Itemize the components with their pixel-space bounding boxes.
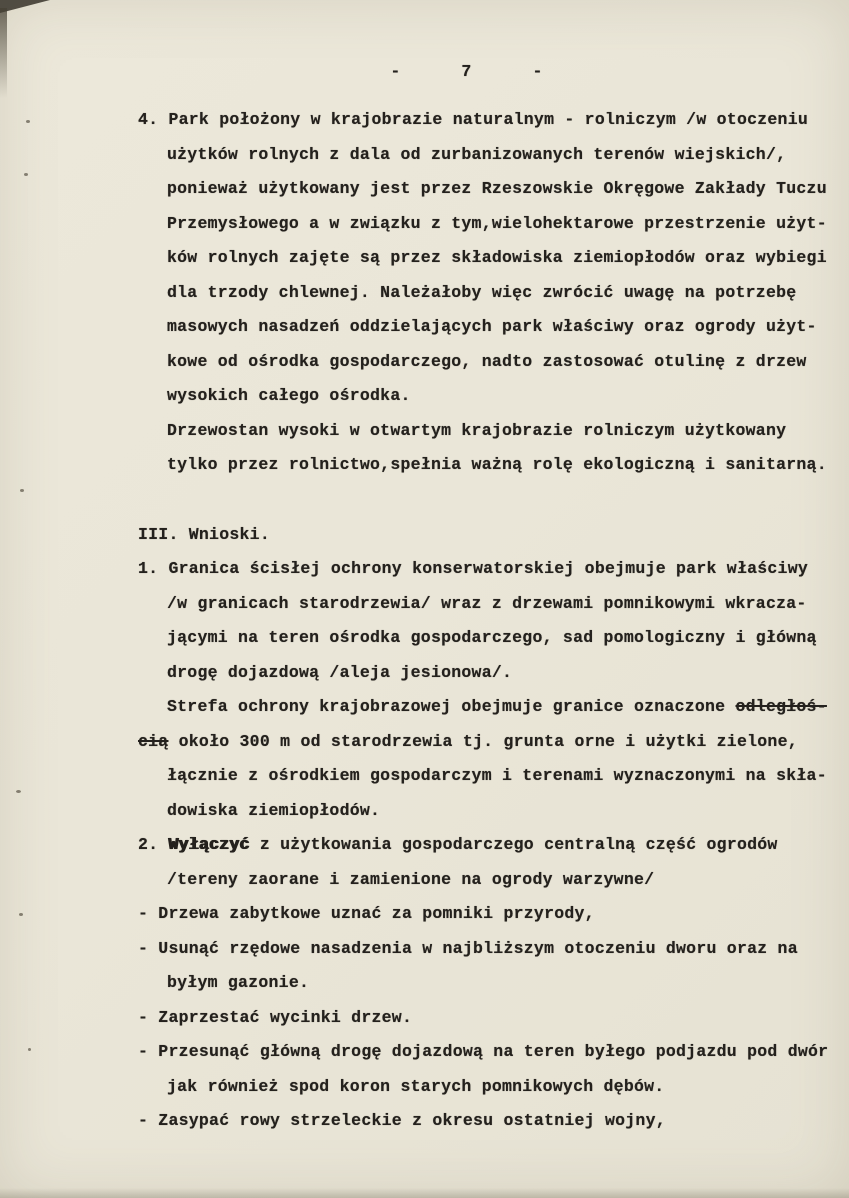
scan-speck xyxy=(20,489,24,492)
text-segment: - Zasypać rowy strzeleckie z okresu ostatniej wojny, xyxy=(138,1111,666,1130)
document-line xyxy=(138,414,844,449)
scan-bottom-shade xyxy=(0,1188,849,1198)
text-segment: 1. Granica ścisłej ochrony konserwatorskiej obejmuje park właściwy xyxy=(138,559,809,578)
page-number: - 7 - xyxy=(390,62,543,81)
scan-speck xyxy=(19,913,23,916)
document-line xyxy=(138,759,844,794)
text-segment: /tereny zaorane i zamienione na ogrody warzywne/ xyxy=(167,869,655,889)
text-segment: jak również spod koron starych pomnikowych dębów. xyxy=(167,1076,665,1096)
document-line xyxy=(138,656,844,691)
document-line xyxy=(138,172,844,207)
struck-text: cią xyxy=(138,731,169,751)
document-line xyxy=(138,897,844,932)
text-segment: około 300 m od starodrzewia tj. grunta orne i użytki zielone, xyxy=(168,731,798,751)
text-segment: Przemysłowego a w związku z tym,wielohektarowe przestrzenie użyt- xyxy=(167,213,827,233)
text-segment: wysokich całego ośrodka. xyxy=(167,386,411,405)
document-lines xyxy=(138,103,844,1139)
text-segment: byłym gazonie. xyxy=(167,973,310,992)
document-line xyxy=(138,276,844,311)
document-line xyxy=(138,345,844,380)
document-line xyxy=(138,1001,844,1036)
document-line xyxy=(138,587,844,622)
text-segment: - Przesunąć główną drogę dojazdową na teren byłego podjazdu pod dwór xyxy=(138,1042,829,1061)
document-line xyxy=(138,690,844,725)
text-segment: dla trzody chlewnej. Należałoby więc zwrócić uwagę na potrzebę xyxy=(167,282,797,302)
document-line xyxy=(138,932,844,967)
scan-speck xyxy=(26,120,30,123)
text-segment: III. Wnioski. xyxy=(138,524,270,544)
text-segment: łącznie z ośrodkiem gospodarczym i terenami wyznaczonymi na skła- xyxy=(167,766,827,785)
scan-speck xyxy=(16,790,21,793)
document-line xyxy=(138,138,844,173)
document-line xyxy=(138,448,844,483)
document-line xyxy=(138,794,844,829)
document-line xyxy=(138,1104,844,1139)
scan-corner-artifact xyxy=(0,0,50,13)
document-line xyxy=(138,552,844,587)
document-line xyxy=(138,828,844,863)
document-line xyxy=(138,863,844,898)
text-segment: ków rolnych zajęte są przez składowiska ziemiopłodów oraz wybiegi xyxy=(167,248,827,267)
text-segment: - Usunąć rzędowe nasadzenia w najbliższym otoczeniu dworu oraz na xyxy=(138,938,798,958)
struck-text: odległoś- xyxy=(735,697,827,716)
document-line xyxy=(138,621,844,656)
scan-speck xyxy=(24,173,28,176)
document-line xyxy=(138,966,844,1001)
scan-speck xyxy=(28,1048,31,1051)
document-line xyxy=(138,379,844,414)
document-line xyxy=(138,241,844,276)
text-segment: dowiska ziemiopłodów. xyxy=(167,800,381,820)
text-segment: tylko przez rolnictwo,spełnia ważną rolę ekologiczną i sanitarną. xyxy=(167,455,827,474)
document-line xyxy=(138,1070,844,1105)
text-segment: 2. xyxy=(138,835,169,854)
overtyped-text: Wyłączyć xyxy=(168,835,250,854)
document-line xyxy=(138,1035,844,1070)
scan-edge-smudge xyxy=(0,8,7,98)
text-segment: kowe od ośrodka gospodarczego, nadto zastosować otulinę z drzew xyxy=(167,351,807,371)
document-line xyxy=(138,103,844,138)
text-segment: - Drzewa zabytkowe uznać za pomniki przyrody, xyxy=(138,904,595,923)
document-line xyxy=(138,518,844,553)
text-segment: Drzewostan wysoki w otwartym krajobrazie rolniczym użytkowany xyxy=(167,420,787,440)
text-segment: z użytkowania gospodarczego centralną część ogrodów xyxy=(249,835,778,854)
text-segment: ponieważ użytkowany jest przez Rzeszowskie Okręgowe Zakłady Tuczu xyxy=(167,179,827,198)
document-line xyxy=(138,207,844,242)
document-line xyxy=(138,310,844,345)
text-segment: 4. Park położony w krajobrazie naturalnym - rolniczym /w otoczeniu xyxy=(138,110,809,129)
text-segment: /w granicach starodrzewia/ wraz z drzewami pomnikowymi wkracza- xyxy=(167,593,807,613)
text-segment: drogę dojazdową /aleja jesionowa/. xyxy=(167,662,513,682)
text-segment: - Zaprzestać wycinki drzew. xyxy=(138,1007,413,1027)
text-segment: użytków rolnych z dala od zurbanizowanych terenów wiejskich/, xyxy=(167,144,787,164)
document-line xyxy=(138,725,844,760)
text-segment: Strefa ochrony krajobrazowej obejmuje granice oznaczone xyxy=(167,697,736,716)
text-segment: jącymi na teren ośrodka gospodarczego, sad pomologiczny i główną xyxy=(167,628,817,647)
text-segment: masowych nasadzeń oddzielających park właściwy oraz ogrody użyt- xyxy=(167,317,817,336)
